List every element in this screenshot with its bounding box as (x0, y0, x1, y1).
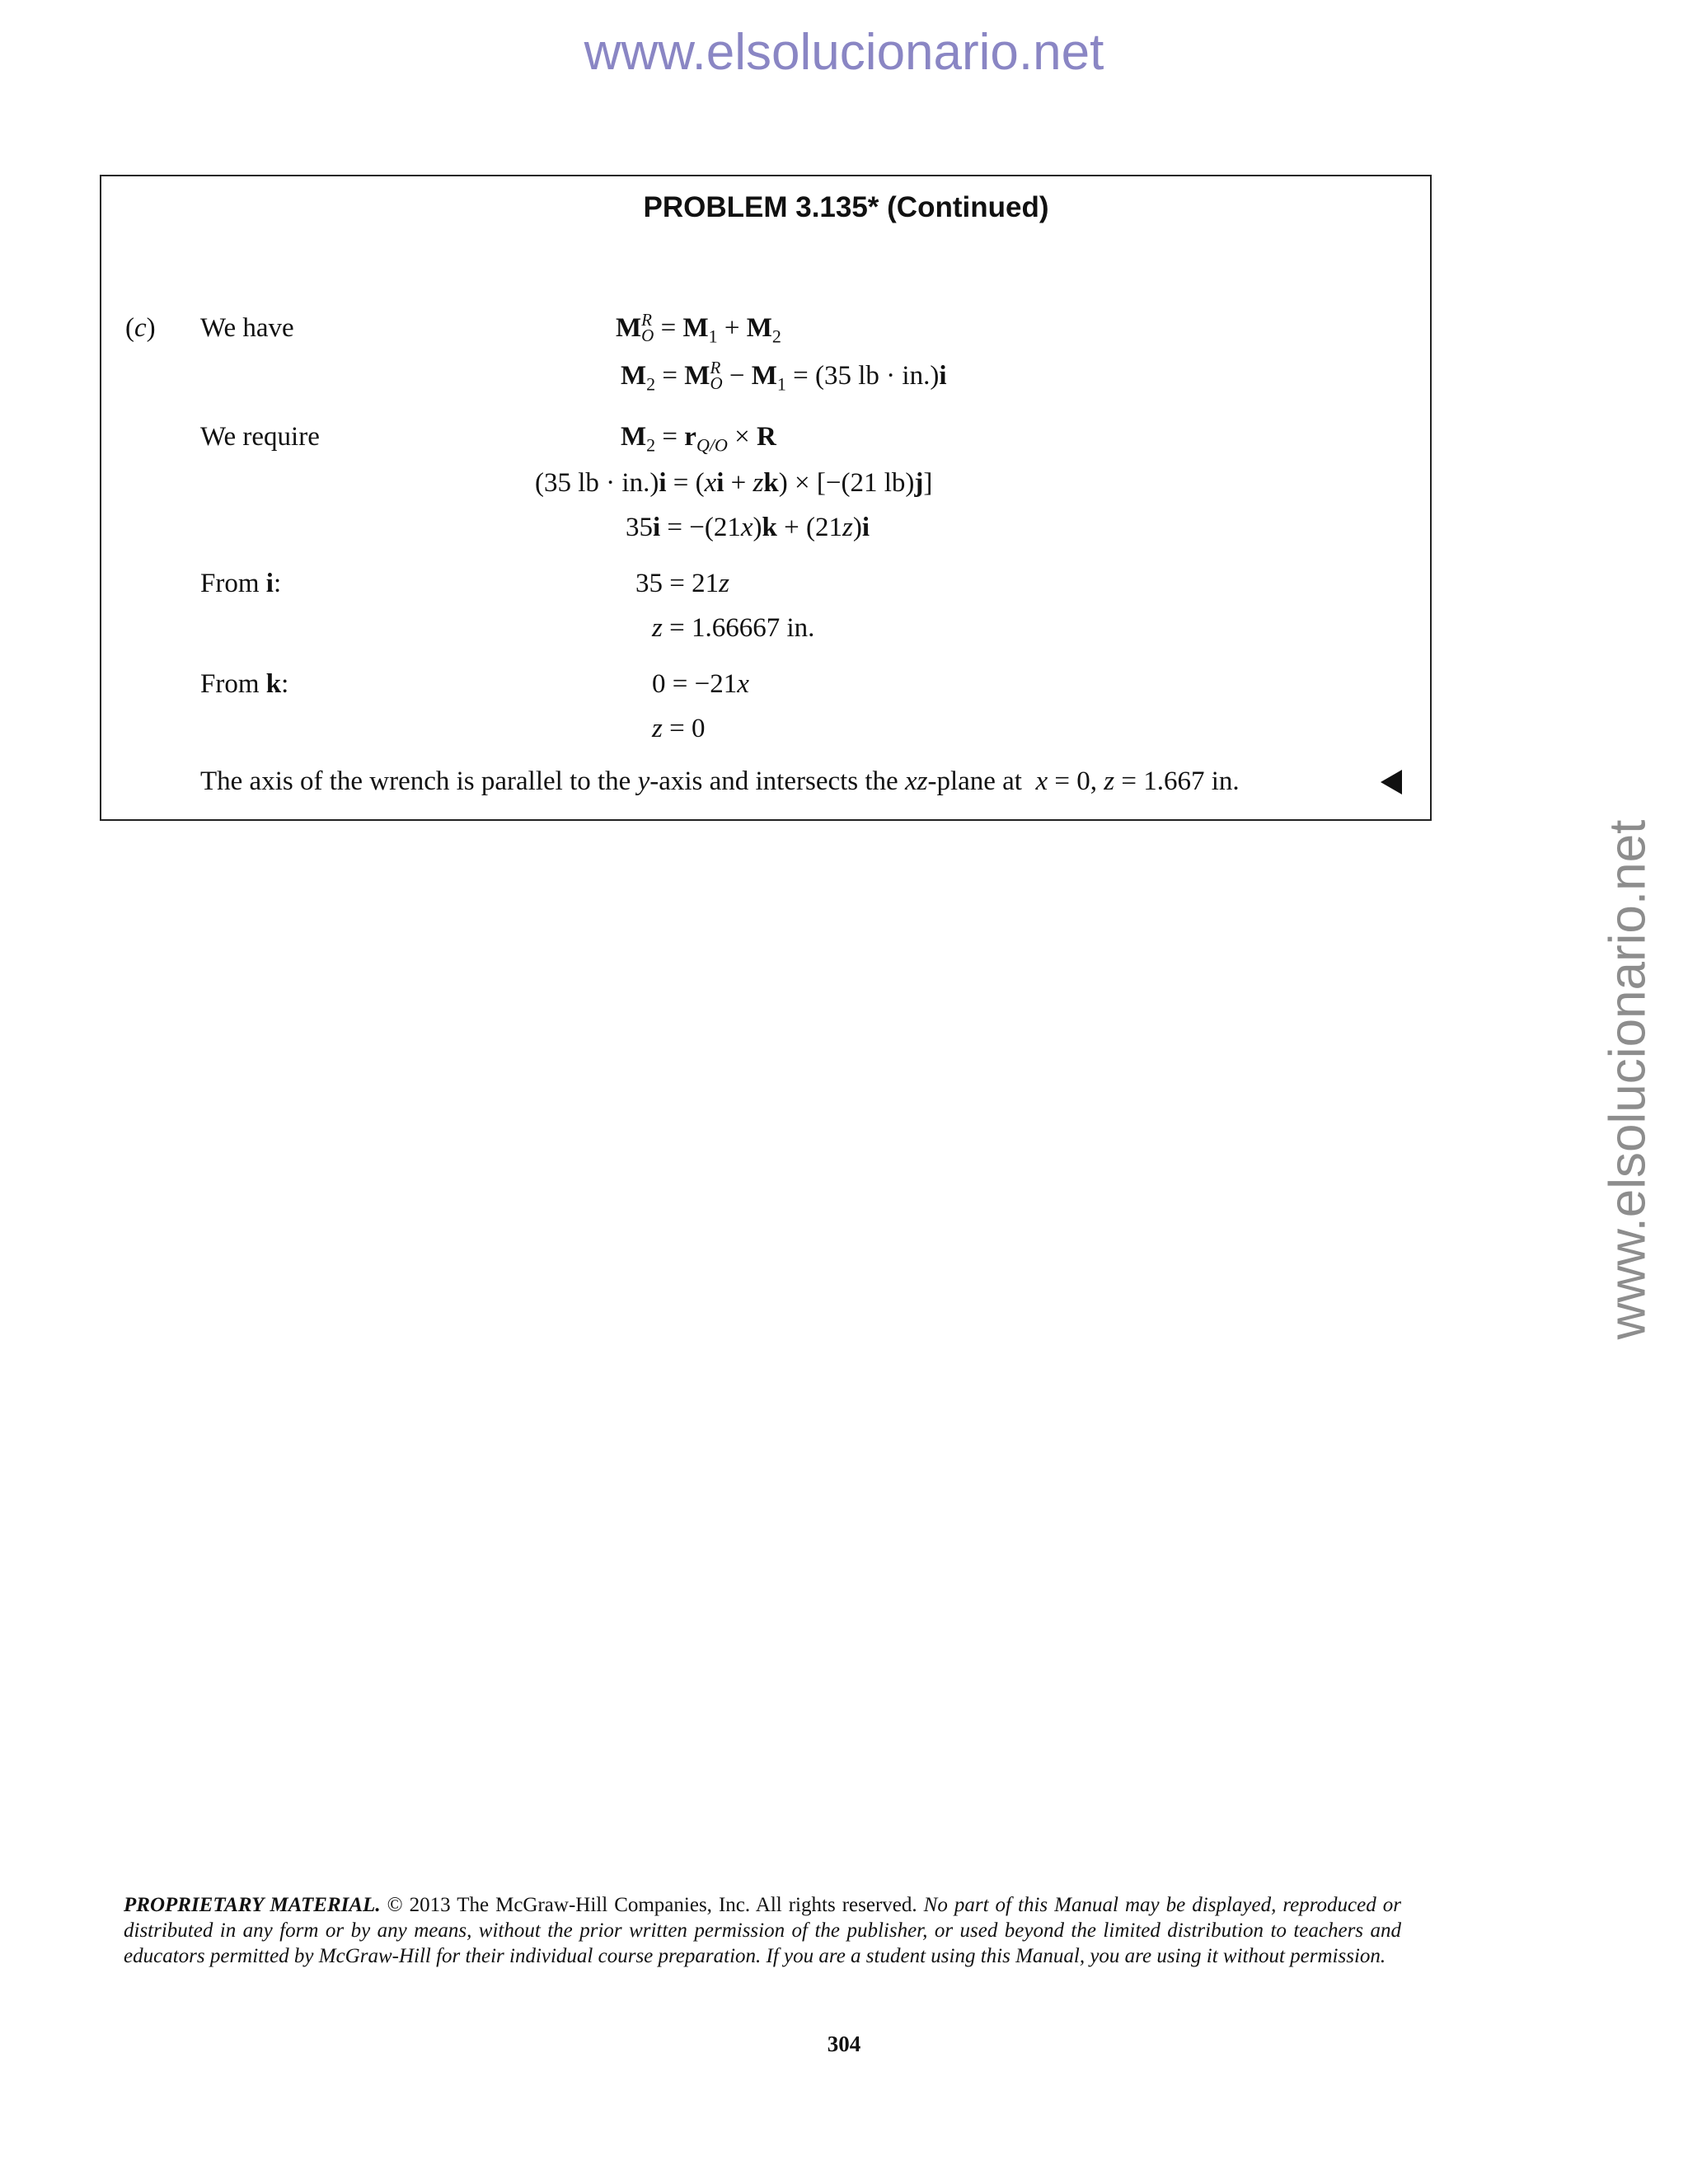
equation-6: 35 = 21z (635, 569, 729, 598)
footer-label: PROPRIETARY MATERIAL. (124, 1894, 381, 1916)
footer-rights: © 2013 The McGraw-Hill Companies, Inc. All rights reserved. (387, 1894, 917, 1916)
equation-2: $M_2 = M$ R O − $M_1 = (35$ lb · in.)i (621, 358, 947, 395)
equation-4: (35 lb · in.)i = (xi + zk) × [−(21 lb)j] (535, 468, 933, 498)
from-i-label: From i: (200, 569, 282, 598)
from-k-label: From k: (200, 669, 289, 699)
equation-3: $M_2 = r_{Q/O} \times R$ (621, 422, 776, 456)
we-require-label: We require (200, 422, 320, 452)
equation-9: z = 0 (652, 714, 706, 743)
copyright-footer (124, 1892, 1401, 1969)
page-number: 304 (827, 2032, 861, 2056)
problem-title: PROBLEM 3.135* (Continued) (643, 191, 1049, 223)
equation-8: 0 = −21x (652, 669, 749, 699)
equation-5: 35i = −(21x)k + (21z)i (626, 513, 870, 542)
equation-1: M R O = $M_1 + M_2$ (616, 310, 781, 347)
footer-notice: No part of this Manual may be displayed, reproduced or distributed in any form or by any means, without the prior written permission of the publisher, or used beyond the limited distribution to teachers and educators permitted by McGraw-Hill for their individual course preparation. If you are a student using this Manual, you are using it without permission. (124, 1894, 1401, 1967)
watermark-side: www.elsolucionario.net (1599, 819, 1657, 1340)
end-of-solution-triangle-icon (1381, 770, 1402, 794)
we-have-label: We have (200, 313, 294, 343)
conclusion: The axis of the wrench is parallel to the y-axis and intersects the xz-plane at x = 0, z = 1.667 in. (200, 766, 1240, 796)
problem-box (100, 175, 1432, 821)
part-label: (c) (125, 313, 156, 343)
equation-7: z = 1.66667 in. (652, 613, 815, 643)
watermark-top: www.elsolucionario.net (584, 24, 1104, 81)
